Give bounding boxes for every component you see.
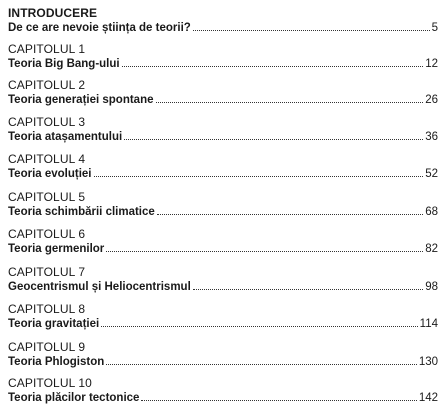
entry-title: Teoria germenilor xyxy=(8,243,105,255)
toc-entry-chapter-10[interactable] xyxy=(8,376,438,405)
section-heading: INTRODUCERE xyxy=(8,6,98,20)
toc-entry-chapter-8[interactable] xyxy=(8,302,438,331)
toc-line[interactable] xyxy=(8,20,438,35)
chapter-heading: CAPITOLUL 8 xyxy=(8,302,86,316)
toc-entry-chapter-6[interactable] xyxy=(8,227,438,256)
toc-entry-chapter-7[interactable] xyxy=(8,265,438,294)
dot-leader xyxy=(124,129,423,140)
dot-leader xyxy=(193,20,430,31)
page-number: 5 xyxy=(431,22,438,34)
chapter-heading: CAPITOLUL 5 xyxy=(8,190,86,204)
toc-entry-introduction[interactable] xyxy=(8,6,438,35)
dot-leader xyxy=(106,241,423,252)
toc-line[interactable] xyxy=(8,279,438,294)
chapter-heading: CAPITOLUL 9 xyxy=(8,340,86,354)
page-number: 130 xyxy=(418,356,438,368)
entry-title: Geocentrismul și Heliocentrismul xyxy=(8,281,191,293)
toc-line[interactable] xyxy=(8,56,438,71)
chapter-heading: CAPITOLUL 7 xyxy=(8,265,86,279)
page-number: 98 xyxy=(425,281,438,293)
toc-entry-chapter-9[interactable] xyxy=(8,340,438,369)
toc-line[interactable] xyxy=(8,241,438,256)
toc-line[interactable] xyxy=(8,92,438,107)
chapter-heading: CAPITOLUL 1 xyxy=(8,42,86,56)
toc-line[interactable] xyxy=(8,354,438,369)
page-number: 52 xyxy=(425,168,438,180)
page-number: 12 xyxy=(425,58,438,70)
toc-entry-chapter-3[interactable] xyxy=(8,115,438,144)
entry-title: Teoria evoluției xyxy=(8,168,92,180)
dot-leader xyxy=(193,279,423,290)
dot-leader xyxy=(122,56,424,67)
dot-leader xyxy=(157,204,423,215)
dot-leader xyxy=(156,92,424,103)
chapter-heading: CAPITOLUL 2 xyxy=(8,78,86,92)
page-number: 36 xyxy=(425,131,438,143)
page-number: 26 xyxy=(425,94,438,106)
toc-line[interactable] xyxy=(8,316,438,331)
page-number: 142 xyxy=(418,392,438,404)
entry-title: Teoria Phlogiston xyxy=(8,356,105,368)
entry-title: Teoria atașamentului xyxy=(8,131,123,143)
dot-leader xyxy=(94,166,424,177)
entry-title: Teoria plăcilor tectonice xyxy=(8,392,140,404)
chapter-heading: CAPITOLUL 3 xyxy=(8,115,86,129)
entry-title: Teoria Big Bang-ului xyxy=(8,58,120,70)
toc-entry-chapter-5[interactable] xyxy=(8,190,438,219)
chapter-heading: CAPITOLUL 4 xyxy=(8,152,86,166)
entry-title: Teoria gravitației xyxy=(8,318,100,330)
chapter-heading: CAPITOLUL 10 xyxy=(8,376,92,390)
page-number: 82 xyxy=(425,243,438,255)
page-number: 68 xyxy=(425,206,438,218)
toc-line[interactable] xyxy=(8,390,438,405)
toc-line[interactable] xyxy=(8,166,438,181)
toc-entry-chapter-1[interactable] xyxy=(8,42,438,71)
page-number: 114 xyxy=(419,318,438,330)
dot-leader xyxy=(101,316,417,327)
entry-title: Teoria schimbării climatice xyxy=(8,206,155,218)
toc-line[interactable] xyxy=(8,129,438,144)
dot-leader xyxy=(141,390,416,401)
dot-leader xyxy=(106,354,417,365)
entry-title: De ce are nevoie știința de teorii? xyxy=(8,22,191,34)
toc-entry-chapter-4[interactable] xyxy=(8,152,438,181)
chapter-heading: CAPITOLUL 6 xyxy=(8,227,86,241)
entry-title: Teoria generației spontane xyxy=(8,94,154,106)
toc-entry-chapter-2[interactable] xyxy=(8,78,438,107)
toc-line[interactable] xyxy=(8,204,438,219)
